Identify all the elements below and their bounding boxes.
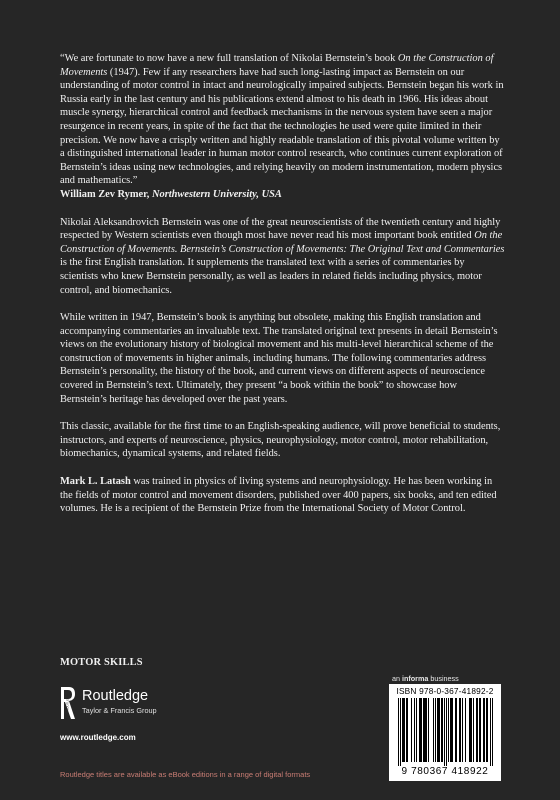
barcode-bar [451, 698, 452, 762]
barcode-bar [455, 698, 456, 762]
barcode-bar [404, 698, 405, 762]
barcode-bar [414, 698, 415, 762]
barcode-bar [406, 698, 407, 762]
isbn-label: ISBN 978-0-367-41892-2 [396, 686, 494, 696]
barcode-bar [476, 698, 477, 762]
barcode-bar [438, 698, 439, 762]
barcode-bar [441, 698, 442, 762]
back-cover-text [60, 52, 505, 530]
endorsement-quote: “We are fortunate to now have a new full translation of Nikolai Bernstein’s book On the Construction of Movements (1947). Few if any researchers have had such long-lasting impact as Bernstein on our understanding of motor control in intact and neurologically impaired subjects. Bernstein began his work in Russia early in the last century and his publications extend almost to his death in 1966. His ideas about muscle synergy, hierarchical control and feedback mechanisms in the nervous system have seen a major resurgence in recent years, in spite of the fact that the technologies he used were quite limited in their precision. We now have a crisply written and highly readable translation of this pivotal volume written by a distinguished international leader in human motor control research, who continues current exploration of Bernstein’s ideas using new technologies, and relying heavily on modern instrumentation, modern physics and mathematics.” William Zev Rymer, Northwestern University, USA [60, 53, 504, 200]
barcode-bar [424, 698, 425, 762]
endorsement-attribution: William Zev Rymer, Northwestern University, USA [60, 188, 282, 200]
publisher-name: Routledge [82, 688, 149, 704]
barcode-bar [444, 698, 445, 766]
barcode-bar [433, 698, 434, 762]
publisher-logo [60, 686, 260, 726]
barcode-bar [448, 698, 449, 762]
barcode-bar [490, 698, 491, 766]
barcode-digits: 9 780367 418922 [401, 766, 489, 777]
barcode-bars [392, 698, 498, 766]
barcode-bar [421, 698, 422, 762]
barcode-bar [465, 698, 466, 762]
book-title: On the Construction of Movements [60, 53, 494, 78]
barcode-bar [469, 698, 470, 762]
informa-business-label: an informa business [392, 674, 459, 683]
barcode-bar [462, 698, 463, 762]
description-paragraph-3: This classic, available for the first time to an English-speaking audience, will prove beneficial to students, instructors, and experts of neuroscience, physics, neurophysiology, motor control, motor rehabilitation, biomechanics, dynamical systems, and related fields. [60, 421, 501, 460]
barcode-bar [398, 698, 399, 766]
barcode-bar [416, 698, 417, 762]
barcode-bar [437, 698, 438, 762]
barcode-bar [407, 698, 408, 762]
barcode-bar [435, 698, 436, 762]
author-bio: Mark L. Latash was trained in physics of living systems and neurophysiology. He has been working in the fields of motor control and movement disorders, published over 400 papers, six books, and ten edited volumes. He is a recipient of the Bernstein Prize from the International Society of Motor Control. [60, 476, 497, 515]
barcode-bar [483, 698, 484, 762]
barcode-bar [492, 698, 493, 766]
barcode-bar [425, 698, 426, 762]
barcode-bar [402, 698, 403, 762]
barcode-bar [477, 698, 478, 762]
isbn-barcode [389, 684, 501, 781]
routledge-logo-icon [60, 686, 76, 720]
barcode-bar [411, 698, 412, 762]
author-name: Mark L. Latash [60, 476, 131, 488]
barcode-bar [400, 698, 401, 766]
barcode-bar [452, 698, 453, 762]
barcode-bar [450, 698, 451, 762]
barcode-bar [456, 698, 457, 762]
barcode-bar [423, 698, 424, 762]
barcode-bar [459, 698, 460, 762]
publisher-url[interactable]: www.routledge.com [60, 733, 136, 742]
barcode-bar [439, 698, 440, 762]
ebook-note: Routledge titles are available as eBook editions in a range of digital formats [60, 770, 311, 779]
barcode-bar [426, 698, 427, 762]
barcode-bar [460, 698, 461, 762]
series-label: MOTOR SKILLS [60, 657, 143, 668]
barcode-bar [484, 698, 485, 762]
barcode-bar [480, 698, 481, 762]
svg-text:ROUTLEDGE: ROUTLEDGE [65, 692, 70, 711]
barcode-bar [428, 698, 429, 762]
barcode-bar [479, 698, 480, 762]
publisher-group: Taylor & Francis Group [82, 706, 157, 715]
description-paragraph-1: Nikolai Aleksandrovich Bernstein was one of the great neuroscientists of the twentieth century and highly respected by Western scientists even though most have never read his most important book entitled On the Construction of Movements. Bernstein’s Construction of Movements: The Original Text and Commentaries is the first English translation. It supplements the translated text with a series of commentaries by scientists who knew Bernstein personally, as well as leaders in related fields including physics, motor control, and biomechanics. [60, 216, 505, 296]
description-paragraph-2: While written in 1947, Bernstein’s book is anything but obsolete, making this English translation and accompanying commentaries an invaluable text. The translated original text presents in detail Bernstein’s views on the evolutionary history of biological movement and his multi-level hierarchical scheme of the construction of movements in higher animals, including humans. The following commentaries address Bernstein’s personality, the history of the book, and current views on different aspects of neuroscience covered in Bernstein’s text. Ultimately, they present “a book within the book” to showcase how Bernstein’s heritage has developed over the past years. [60, 312, 498, 405]
barcode-bar [446, 698, 447, 766]
barcode-bar [419, 698, 420, 762]
barcode-bar [473, 698, 474, 762]
barcode-bar [470, 698, 471, 762]
barcode-bar [420, 698, 421, 762]
barcode-bar [442, 698, 443, 762]
barcode-bar [486, 698, 487, 762]
barcode-bar [487, 698, 488, 762]
barcode-bar [403, 698, 404, 762]
barcode-bar [471, 698, 472, 762]
